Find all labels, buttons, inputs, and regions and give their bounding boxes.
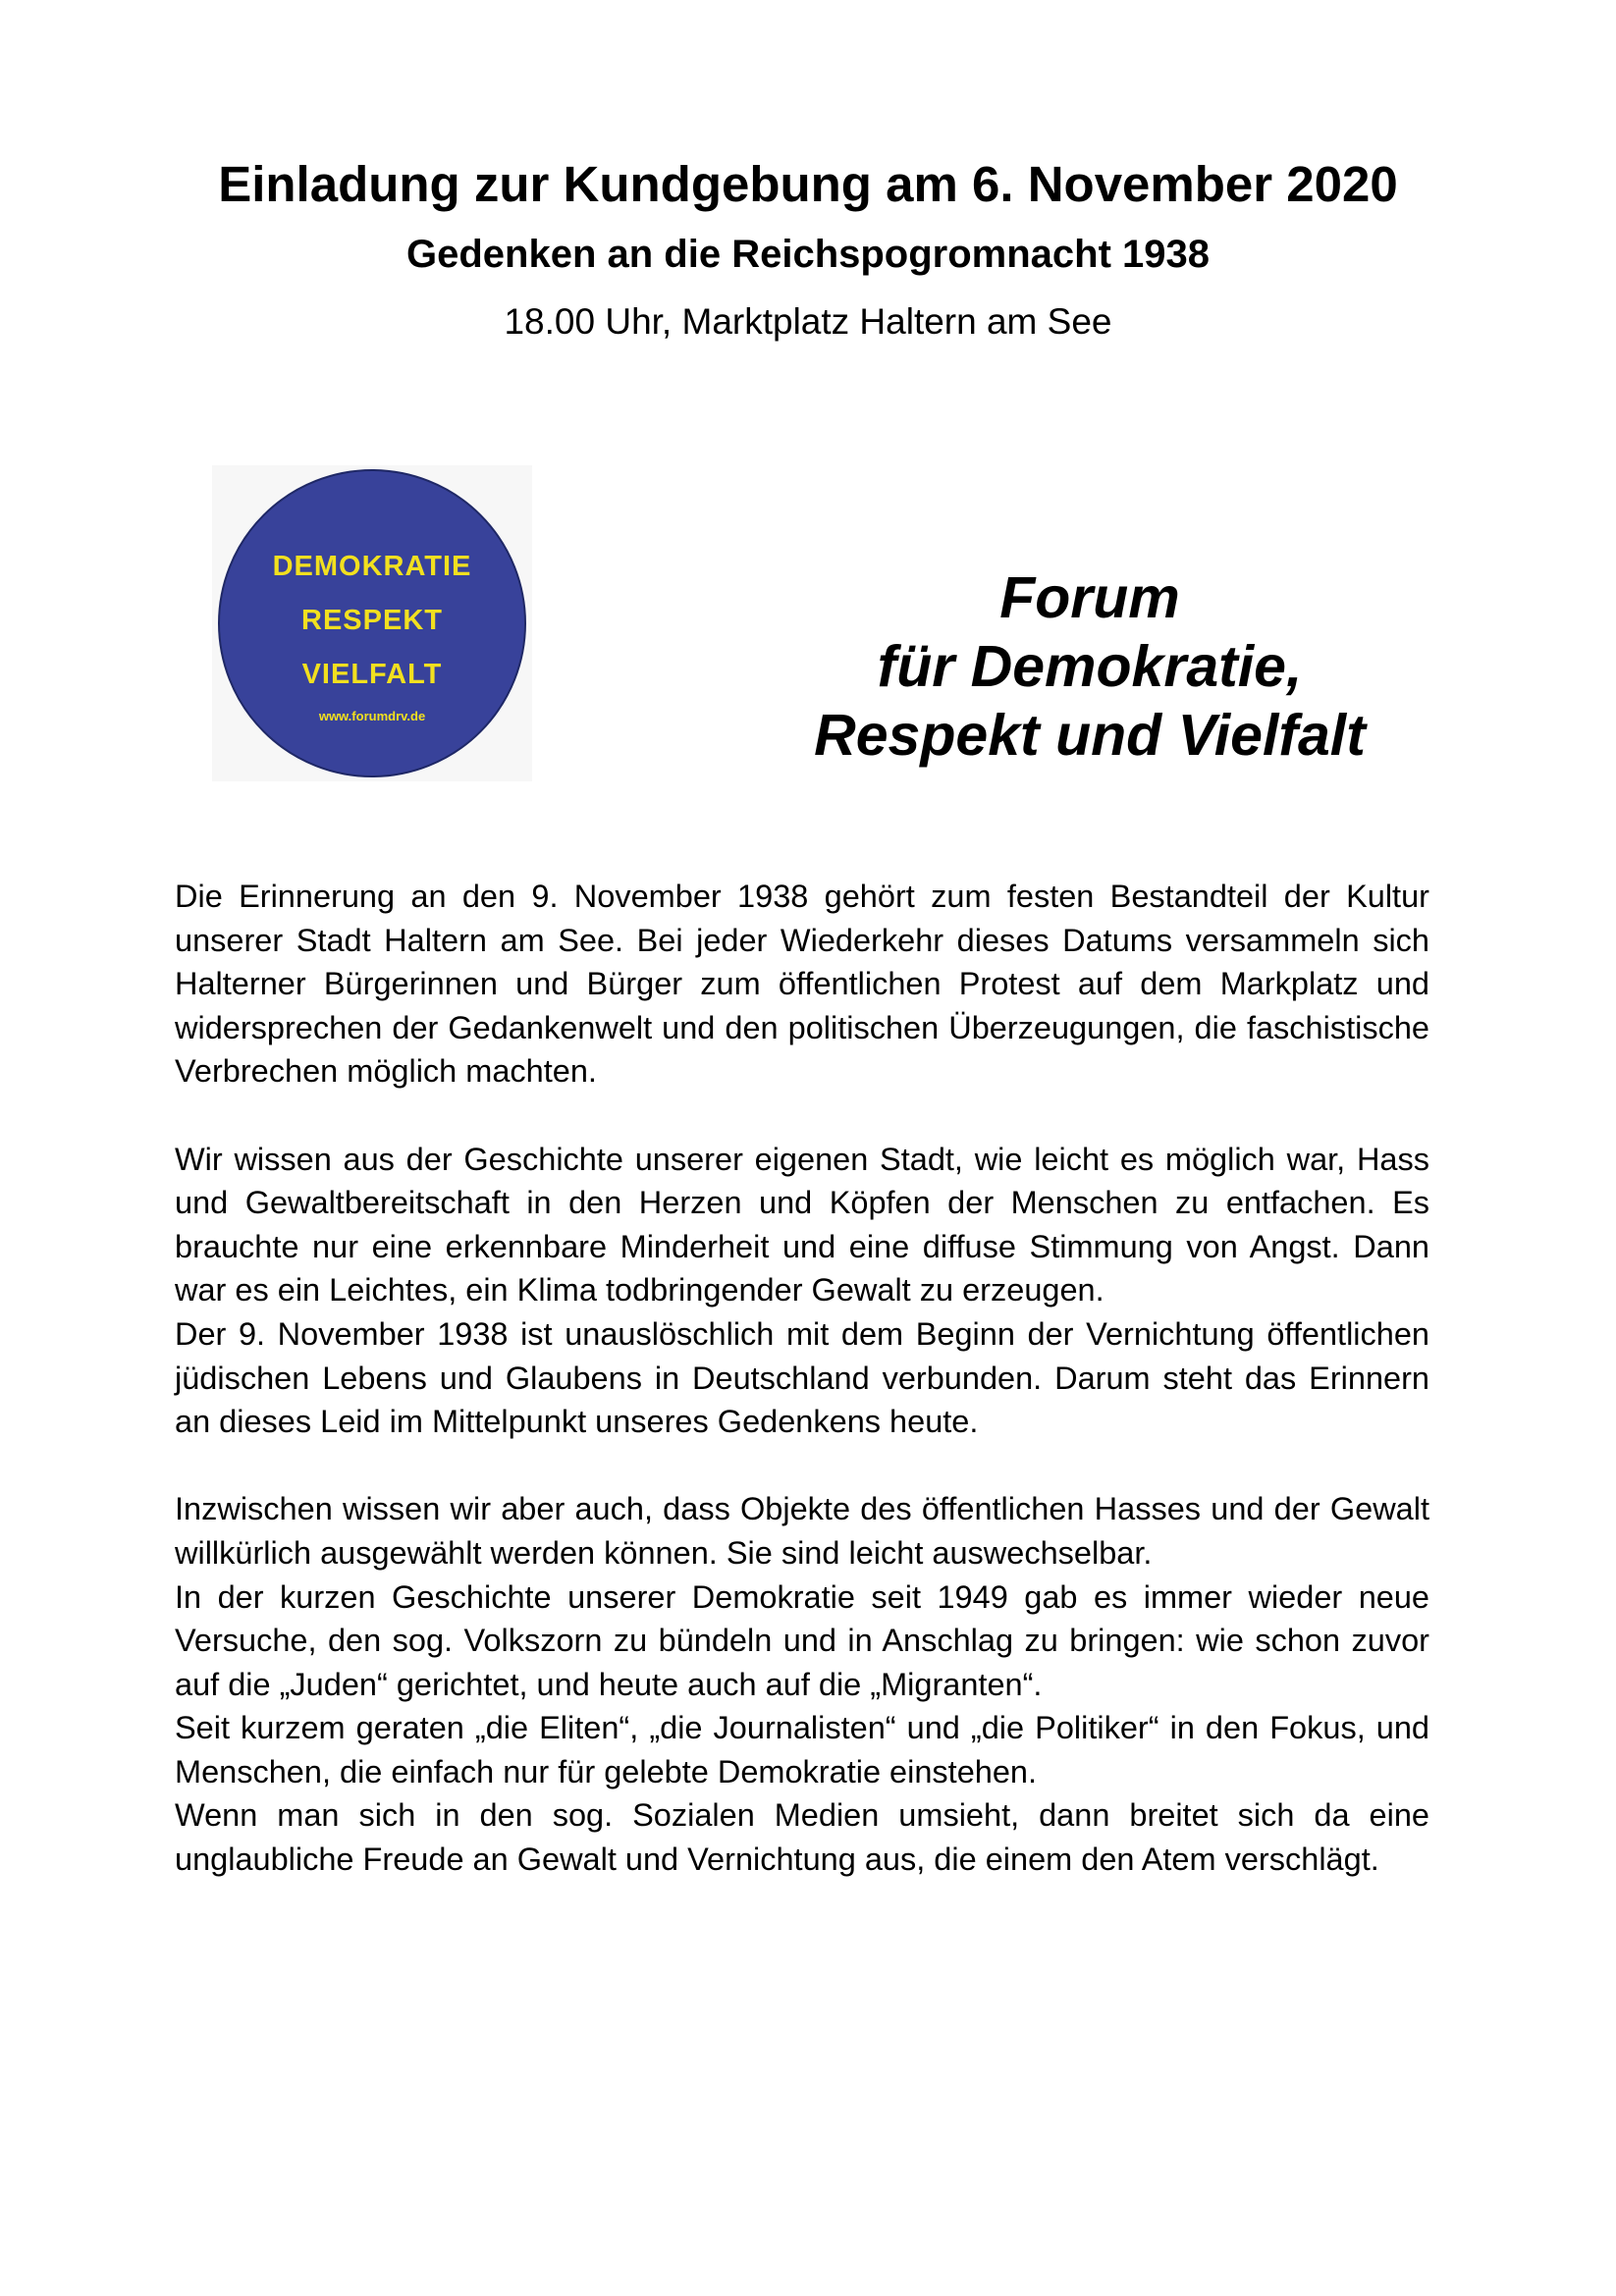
paragraph-6: Seit kurzem geraten „die Eliten“, „die Journalisten“ und „die Politiker“ in den Fokus, und Menschen, die einfach nur für gelebte Demokratie einstehen. [175, 1710, 1429, 1789]
logo-text-vielfalt: VIELFALT [301, 659, 443, 690]
forum-heading [687, 563, 1492, 770]
page-subtitle: Gedenken an die Reichspogromnacht 1938 [405, 233, 1211, 276]
logo-circle [218, 469, 526, 777]
logo-text-respekt: RESPEKT [301, 605, 443, 636]
paragraph-7: Wenn man sich in den sog. Sozialen Medien umsieht, dann breitet sich da eine unglaubliche Freude an Gewalt und Vernichtung aus, die einem den Atem verschlägt. [175, 1797, 1429, 1878]
paragraph-2: Wir wissen aus der Geschichte unserer eigenen Stadt, wie leicht es möglich war, Hass und Gewaltbereitschaft in den Herzen und Köpfen der Menschen zu entfachen. Es brauchte nur eine erkennbare Minderheit und eine diffuse Stimmung von Angst. Dann war es ein Leichtes, ein Klima todbringender Gewalt zu erzeugen. [175, 1141, 1429, 1308]
paragraph-gap [175, 1444, 1429, 1488]
body-text [175, 875, 1429, 1882]
forum-heading-line-2: für Demokratie, [877, 634, 1303, 699]
event-time-place: 18.00 Uhr, Marktplatz Haltern am See [504, 301, 1112, 342]
forum-heading-line-3: Respekt und Vielfalt [814, 703, 1366, 768]
paragraph-4: Inzwischen wissen wir aber auch, dass Objekte des öffentlichen Hasses und der Gewalt willkürlich ausgewählt werden können. Sie sind leicht auswechselbar. [175, 1491, 1429, 1571]
page-title: Einladung zur Kundgebung am 6. November 2020 [218, 156, 1398, 212]
paragraph-5: In der kurzen Geschichte unserer Demokratie seit 1949 gab es immer wieder neue Versuche, den sog. Volkszorn zu bündeln und in Anschlag zu bringen: wie schon zuvor auf die „Juden“ gerichtet, und heute auch auf die „Migranten“. [175, 1578, 1429, 1702]
forum-heading-line-1: Forum [999, 565, 1180, 630]
logo-url: www.forumdrv.de [318, 709, 426, 723]
logo-text-demokratie: DEMOKRATIE [272, 551, 472, 582]
paragraph-3: Der 9. November 1938 ist unauslöschlich mit dem Beginn der Vernichtung öffentlichen jüdischen Lebens und Glaubens in Deutschland verbunden. Darum steht das Erinnern an dieses Leid im Mittelpunkt unseres Gedenkens heute. [175, 1315, 1429, 1440]
paragraph-1: Die Erinnerung an den 9. November 1938 gehört zum festen Bestandteil der Kultur unserer Stadt Haltern am See. Bei jeder Wiederkehr dieses Datums versammeln sich Halterner Bürgerinnen und Bürger zum öffentlichen Protest auf dem Markplatz und widersprechen der Gedankenwelt und den politischen Überzeugungen, die faschistische Verbrechen möglich machten. [175, 879, 1429, 1090]
forum-logo [212, 465, 532, 781]
paragraph-gap [175, 1094, 1429, 1138]
